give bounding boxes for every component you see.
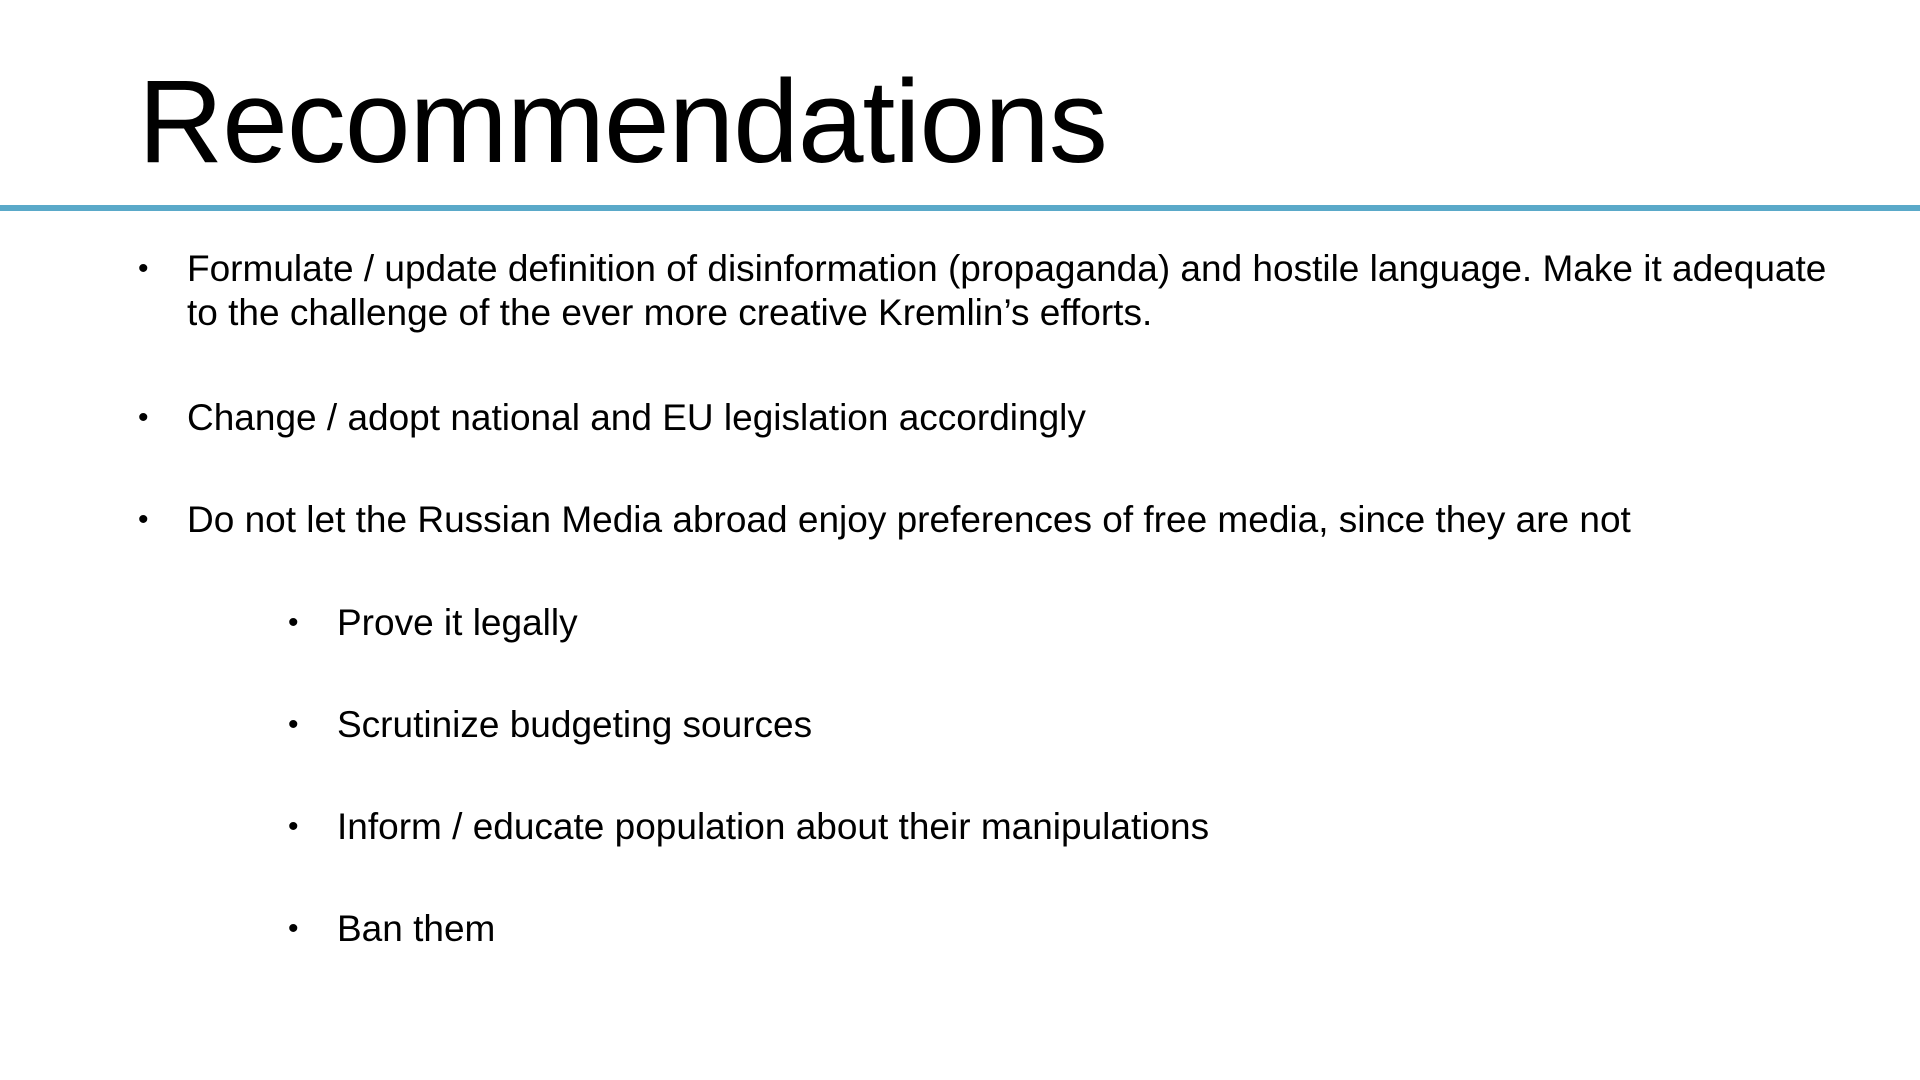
bullet-text: Do not let the Russian Media abroad enjoy preferences of free media, since they are not [187, 499, 1631, 540]
bullet-marker: • [288, 606, 299, 639]
bullet-marker: • [138, 252, 149, 285]
sub-bullet-item [288, 703, 1837, 747]
sub-bullet-item [288, 805, 1837, 849]
bullet-text: Formulate / update definition of disinformation (propaganda) and hostile language. Make it adequate to the challenge of the ever more creative Kremlin’s efforts. [187, 248, 1827, 333]
sub-bullet-item [288, 907, 1837, 951]
bullet-marker: • [138, 401, 149, 434]
sub-bullet-text: Prove it legally [337, 602, 578, 643]
sub-bullet-item [288, 601, 1837, 645]
bullet-marker: • [288, 810, 299, 843]
bullet-text: Change / adopt national and EU legislation accordingly [187, 397, 1086, 438]
bullet-marker: • [288, 708, 299, 741]
bullet-item [138, 247, 1837, 335]
sub-bullet-text: Ban them [337, 908, 496, 949]
bullet-marker: • [288, 912, 299, 945]
bullet-item [138, 498, 1837, 542]
bullet-marker: • [138, 503, 149, 536]
sub-bullet-text: Inform / educate population about their manipulations [337, 806, 1210, 847]
title-divider [0, 205, 1920, 211]
slide-title: Recommendations [138, 56, 1107, 188]
bullet-item [138, 396, 1837, 440]
sub-bullet-text: Scrutinize budgeting sources [337, 704, 813, 745]
